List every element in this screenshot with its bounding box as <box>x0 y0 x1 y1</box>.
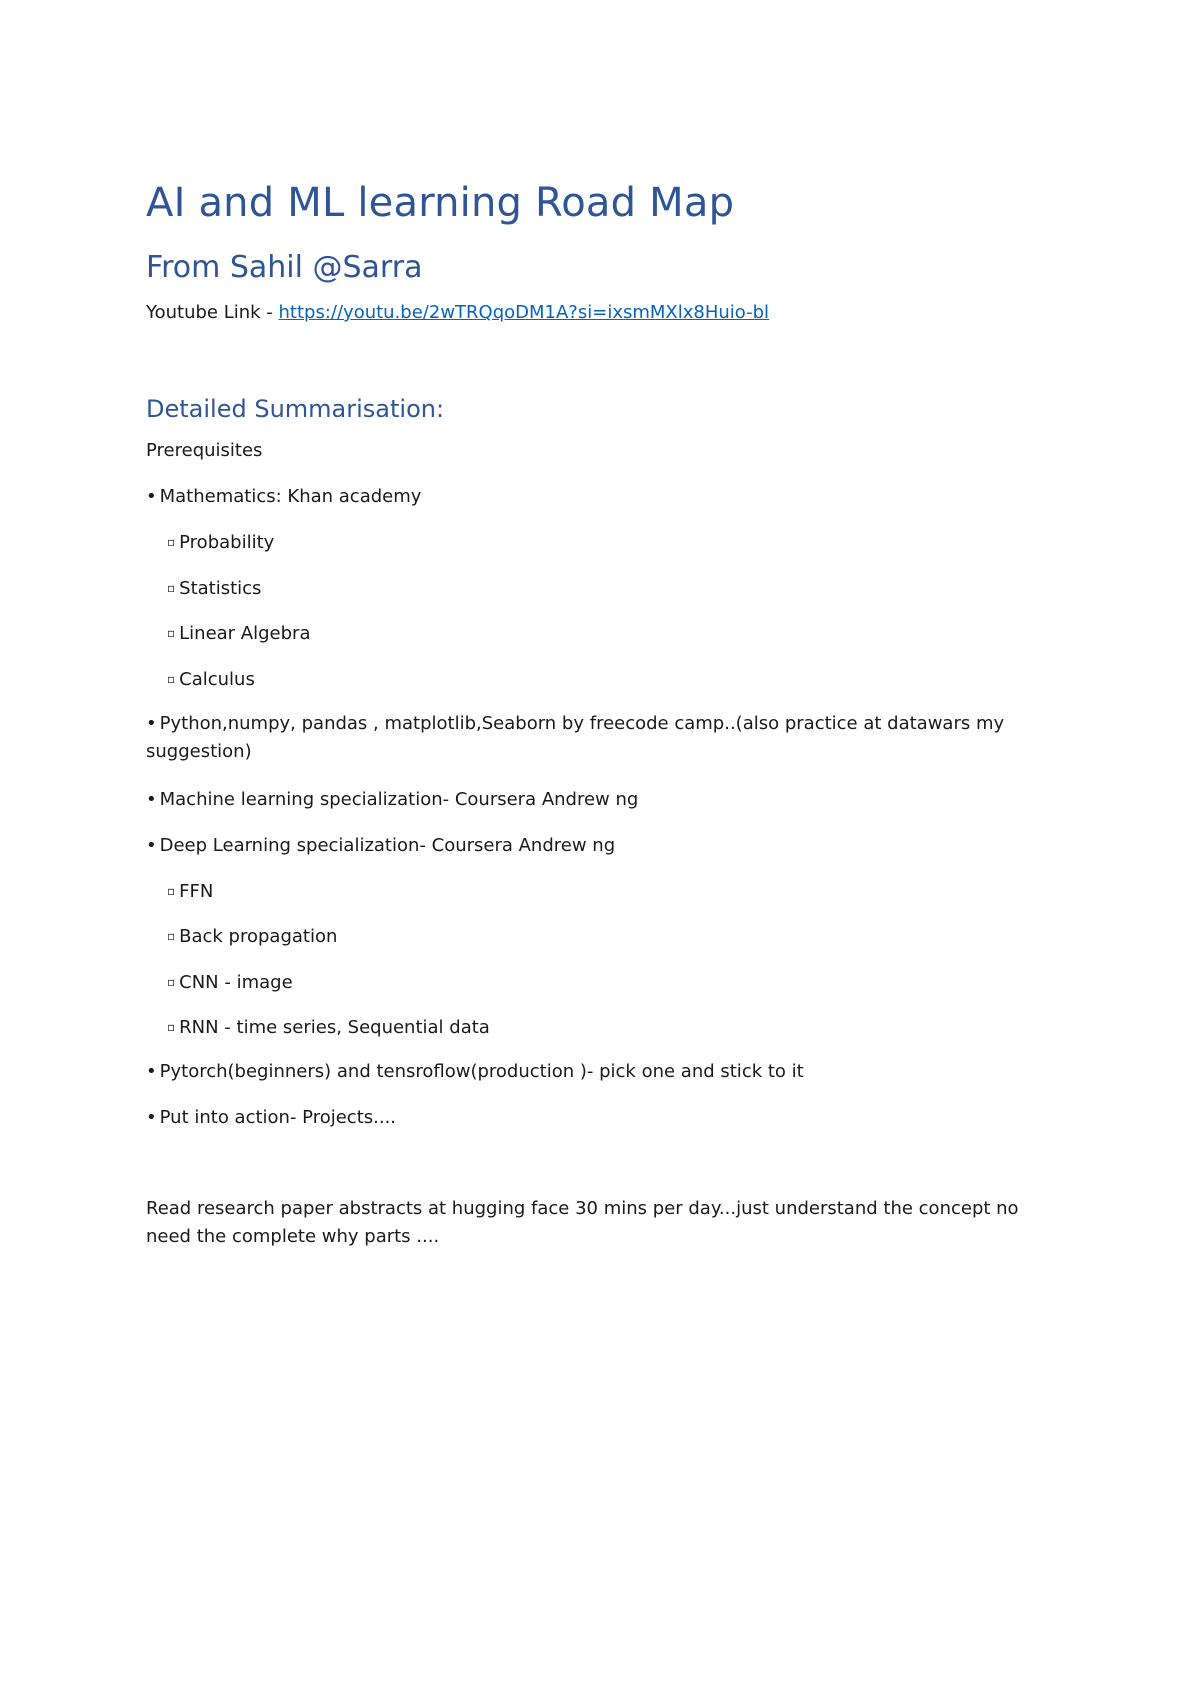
list-item <box>146 786 638 814</box>
youtube-link[interactable]: https://youtu.be/2wTRQqoDM1A?si=ixsmMXlx8Huio-bl <box>278 302 770 323</box>
square-bullet-icon: ▫ <box>167 535 176 549</box>
sub-list-item <box>167 619 310 648</box>
sub-list-item-text: Back propagation <box>179 926 338 947</box>
square-bullet-icon: ▫ <box>167 929 176 943</box>
list-item <box>146 1058 804 1086</box>
list-item-text: Put into action- Projects.... <box>159 1107 397 1128</box>
list-item <box>146 832 615 860</box>
sub-list-item-text: Calculus <box>179 669 255 690</box>
square-bullet-icon: ▫ <box>167 581 176 595</box>
list-item-text: Machine learning specialization- Coursera Andrew ng <box>159 789 639 810</box>
closing-note: Read research paper abstracts at hugging face 30 mins per day...just understand the concept no need the complete why parts .... <box>146 1198 1019 1247</box>
square-bullet-icon: ▫ <box>167 626 176 640</box>
document-title: AI and ML learning Road Map <box>146 180 735 226</box>
sub-list-item <box>167 665 255 694</box>
bullet-icon: • <box>146 1107 157 1128</box>
square-bullet-icon: ▫ <box>167 884 176 898</box>
sub-list-item <box>167 528 274 557</box>
prerequisites-label: Prerequisites <box>146 440 263 461</box>
list-item <box>146 483 421 511</box>
square-bullet-icon: ▫ <box>167 975 176 989</box>
sub-list-item-text: Statistics <box>179 578 262 599</box>
sub-list-item <box>167 1013 490 1042</box>
youtube-link-label: Youtube Link - <box>146 302 279 323</box>
bullet-icon: • <box>146 713 157 734</box>
sub-list-item <box>167 922 337 951</box>
list-item-text: Mathematics: Khan academy <box>159 486 422 507</box>
sub-list-item <box>167 968 293 997</box>
sub-list-item-text: Linear Algebra <box>179 623 311 644</box>
list-item <box>146 710 1066 766</box>
square-bullet-icon: ▫ <box>167 672 176 686</box>
sub-list-item <box>167 877 213 906</box>
youtube-link-line <box>146 302 769 323</box>
sub-list-item-text: Probability <box>179 532 275 553</box>
section-heading: Detailed Summarisation: <box>146 395 445 423</box>
bullet-icon: • <box>146 1061 157 1082</box>
sub-list-item-text: FFN <box>179 881 214 902</box>
list-item <box>146 1104 396 1132</box>
bullet-icon: • <box>146 789 157 810</box>
sub-list-item-text: RNN - time series, Sequential data <box>179 1017 490 1038</box>
bullet-icon: • <box>146 486 157 507</box>
square-bullet-icon: ▫ <box>167 1020 176 1034</box>
bullet-icon: • <box>146 835 157 856</box>
document-subtitle: From Sahil @Sarra <box>146 250 423 285</box>
list-item-text: Python,numpy, pandas , matplotlib,Seaborn by freecode camp..(also practice at datawars my suggestion) <box>146 713 1005 762</box>
sub-list-item-text: CNN - image <box>179 972 293 993</box>
list-item-text: Deep Learning specialization- Coursera Andrew ng <box>159 835 616 856</box>
list-item-text: Pytorch(beginners) and tensroflow(production )- pick one and stick to it <box>159 1061 804 1082</box>
sub-list-item <box>167 574 261 603</box>
